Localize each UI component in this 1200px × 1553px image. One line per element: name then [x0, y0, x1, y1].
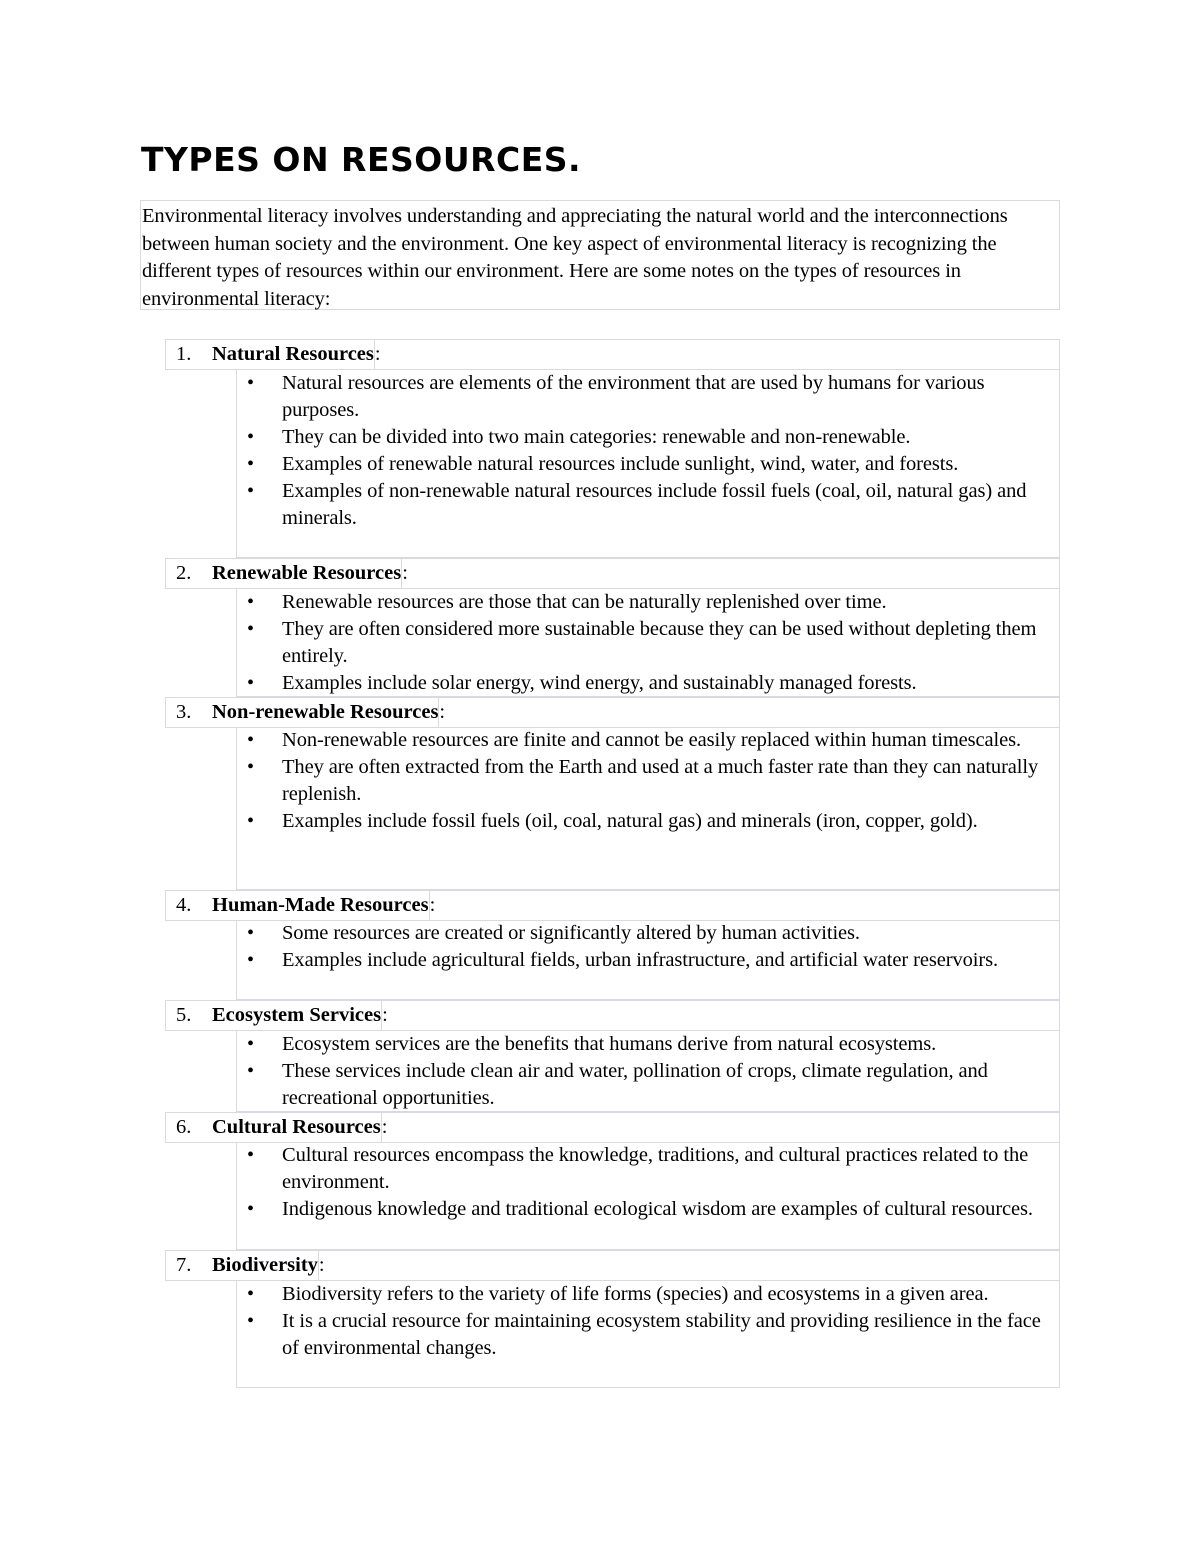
bullet-list	[236, 727, 1060, 890]
bullet-item: • Natural resources are elements of the environment that are used by humans for various purposes.	[237, 370, 1059, 424]
bullet-list	[236, 370, 1060, 558]
bullet-item: • Examples include solar energy, wind energy, and sustainably managed forests.	[237, 670, 1059, 697]
section-title	[212, 1251, 325, 1280]
section-title	[212, 698, 445, 727]
bullet-item: • Renewable resources are those that can be naturally replenished over time.	[237, 589, 1059, 616]
section-heading	[165, 697, 1060, 728]
section-colon: :	[429, 894, 436, 916]
bullet-item: • They can be divided into two main categories: renewable and non-renewable.	[237, 424, 1059, 451]
page-title: TYPES ON RESOURCES.	[141, 140, 582, 179]
bullet-item: • These services include clean air and water, pollination of crops, climate regulation, and recreational opportunities.	[237, 1058, 1059, 1112]
section-number: 2.	[176, 562, 192, 584]
section-colon: :	[374, 343, 381, 365]
section-heading	[165, 890, 1060, 921]
section-name: Cultural Resources	[212, 1113, 382, 1142]
section-name: Biodiversity	[212, 1251, 319, 1280]
section-name: Human-Made Resources	[212, 891, 430, 920]
section-colon: :	[439, 701, 446, 723]
section-name: Natural Resources	[212, 340, 375, 369]
section-number: 3.	[176, 701, 192, 723]
section-number: 5.	[176, 1004, 192, 1026]
bullet-item: • Cultural resources encompass the knowledge, traditions, and cultural practices related to the environment.	[237, 1142, 1059, 1196]
section-heading	[165, 339, 1060, 370]
section-title	[212, 1001, 388, 1030]
intro-paragraph: Environmental literacy involves understanding and appreciating the natural world and the interconnections between human society and the environment. One key aspect of environmental literacy is recognizing the different types of resources within our environment. Here are some notes on the types of resources in environmental literacy:	[140, 200, 1060, 310]
section-title	[212, 340, 381, 369]
bullet-item: • Examples include agricultural fields, urban infrastructure, and artificial water reservoirs.	[237, 947, 1059, 974]
section-name: Ecosystem Services	[212, 1001, 382, 1030]
section-heading	[165, 558, 1060, 589]
section-colon: :	[382, 1004, 388, 1026]
bullet-item: • Some resources are created or significantly altered by human activities.	[237, 920, 1059, 947]
bullet-list	[236, 1281, 1060, 1388]
section-heading	[165, 1250, 1060, 1281]
section-colon: :	[402, 562, 408, 584]
bullet-item: • Examples include fossil fuels (oil, coal, natural gas) and minerals (iron, copper, gold).	[237, 808, 1059, 835]
bullet-item: • They are often extracted from the Earth and used at a much faster rate than they can naturally replenish.	[237, 754, 1059, 808]
bullet-item: • Indigenous knowledge and traditional ecological wisdom are examples of cultural resources.	[237, 1196, 1059, 1223]
section-name: Renewable Resources	[212, 559, 402, 588]
section-heading	[165, 1000, 1060, 1031]
bullet-list	[236, 589, 1060, 697]
section-colon: :	[381, 1116, 388, 1138]
section-title	[212, 559, 408, 588]
bullet-item: • Examples of renewable natural resources include sunlight, wind, water, and forests.	[237, 451, 1059, 478]
section-number: 6.	[176, 1116, 192, 1138]
bullet-item: • It is a crucial resource for maintaining ecosystem stability and providing resilience in the face of environmental changes.	[237, 1308, 1059, 1362]
bullet-list	[236, 1031, 1060, 1112]
section-heading	[165, 1112, 1060, 1143]
bullet-list	[236, 920, 1060, 1000]
section-title	[212, 1113, 387, 1142]
section-name: Non-renewable Resources	[212, 698, 439, 727]
bullet-item: • Non-renewable resources are finite and cannot be easily replaced within human timescales.	[237, 727, 1059, 754]
section-number: 1.	[176, 343, 192, 365]
bullet-list	[236, 1142, 1060, 1250]
bullet-item: • Examples of non-renewable natural resources include fossil fuels (coal, oil, natural gas) and minerals.	[237, 478, 1059, 532]
section-number: 4.	[176, 894, 192, 916]
bullet-item: • Ecosystem services are the benefits that humans derive from natural ecosystems.	[237, 1031, 1059, 1058]
bullet-item: • They are often considered more sustainable because they can be used without depleting them entirely.	[237, 616, 1059, 670]
section-colon: :	[318, 1254, 325, 1276]
section-title	[212, 891, 435, 920]
bullet-item: • Biodiversity refers to the variety of life forms (species) and ecosystems in a given area.	[237, 1281, 1059, 1308]
section-number: 7.	[176, 1254, 192, 1276]
